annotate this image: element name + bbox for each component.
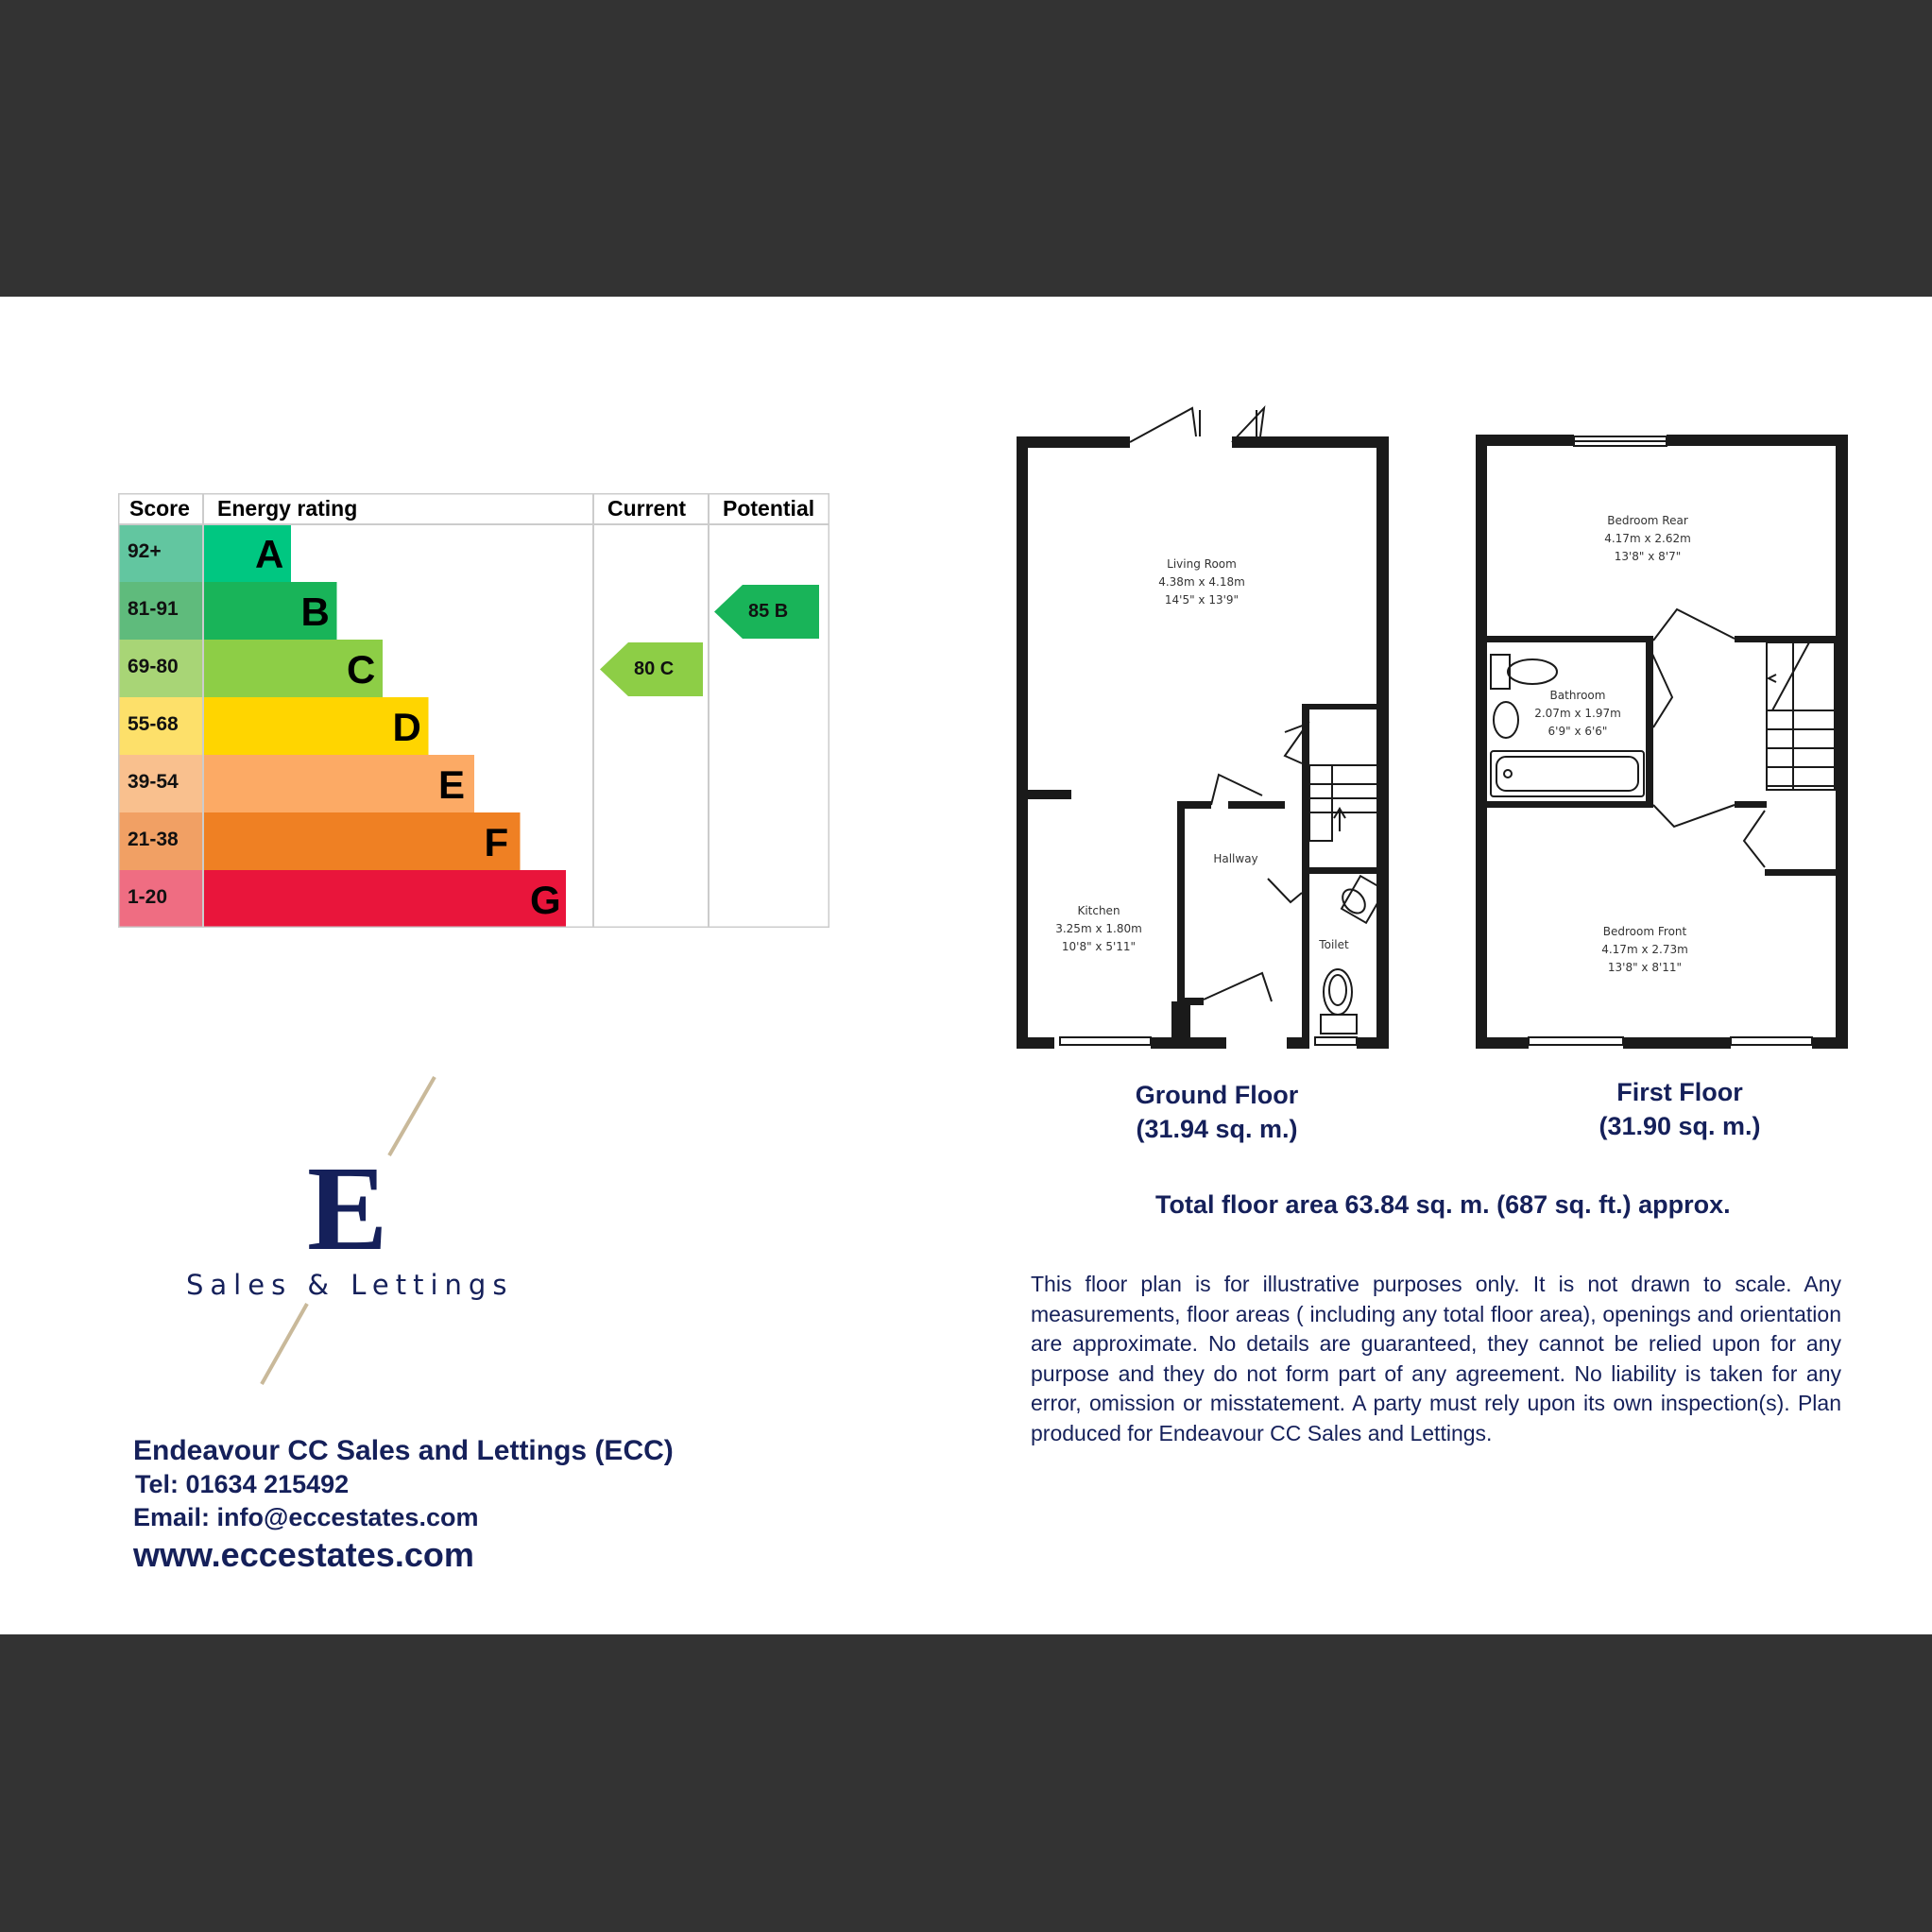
band-score-g: 1-20 [128,886,168,908]
bottom-dark-band [0,1634,1932,1932]
band-letter-g: G [530,878,561,922]
kitchen-label: Kitchen 3.25m x 1.80m 10'8" x 5'11" [1055,904,1142,953]
band-letter-e: E [438,762,466,807]
band-score-b: 81-91 [128,598,179,620]
band-score-c: 69-80 [128,656,179,677]
band-score-e: 39-54 [128,771,179,793]
hallway-label: Hallway [1213,852,1258,865]
disclaimer-text: This floor plan is for illustrative purposes only. It is not drawn to scale. Any measurements, floor areas ( including any total floor area), openings and orientation are approximate. No details are guaranteed, they cannot be relied upon for any purpose and they do not form part of any agreement. No liability is taken for any error, omission or misstatement. A party must rely upon its own inspection(s). Plan produced for Endeavour CC Sales and Lettings. [1031,1272,1841,1445]
ground-floor-title: Ground Floor (31.94 sq. m.) [1135,1081,1299,1143]
energy-rating-table [118,493,829,928]
band-score-f: 21-38 [128,829,179,850]
logo-letter: E [307,1141,388,1275]
email: Email: info@eccestates.com [133,1503,479,1531]
epc-graphic [118,493,829,928]
total-floor-area: Total floor area 63.84 sq. m. (687 sq. ft.) approx. [1155,1190,1731,1219]
potential-header: Potential [723,496,815,521]
energy-rating-header: Energy rating [217,496,358,521]
band-letter-c: C [347,647,376,692]
company-logo [180,1072,520,1393]
toilet-label: Toilet [1319,938,1349,951]
bedroom-rear-label: Bedroom Rear 4.17m x 2.62m 13'8" x 8'7" [1604,514,1691,563]
band-letter-a: A [255,532,284,576]
living-room-label: Living Room 4.38m x 4.18m 14'5" x 13'9" [1158,557,1245,607]
rating-bar-g [203,870,566,928]
telephone: Tel: 01634 215492 [135,1470,350,1498]
bedroom-front-label: Bedroom Front 4.17m x 2.73m 13'8" x 8'11" [1601,925,1688,974]
logo-tagline: Sales & Lettings [186,1269,514,1301]
first-floor-title: First Floor (31.90 sq. m.) [1599,1078,1761,1140]
rating-bar-f [203,812,521,870]
ground-floor-plan [1017,436,1389,1049]
current-rating-value: 80 C [634,658,675,679]
band-letter-f: F [484,820,509,864]
rating-bar-e [203,755,474,812]
floor-plans [1001,397,1871,1058]
website-link[interactable]: www.eccestates.com [133,1535,474,1574]
top-dark-band [0,0,1932,297]
potential-rating-value: 85 B [748,600,789,622]
current-header: Current [607,496,687,521]
company-name: Endeavour CC Sales and Lettings (ECC) [133,1435,674,1466]
band-letter-b: B [300,590,330,634]
band-score-a: 92+ [128,540,162,562]
band-score-d: 55-68 [128,713,179,735]
bathroom-label: Bathroom 2.07m x 1.97m 6'9" x 6'6" [1534,689,1621,738]
band-letter-d: D [392,705,421,749]
score-header: Score [129,496,190,521]
